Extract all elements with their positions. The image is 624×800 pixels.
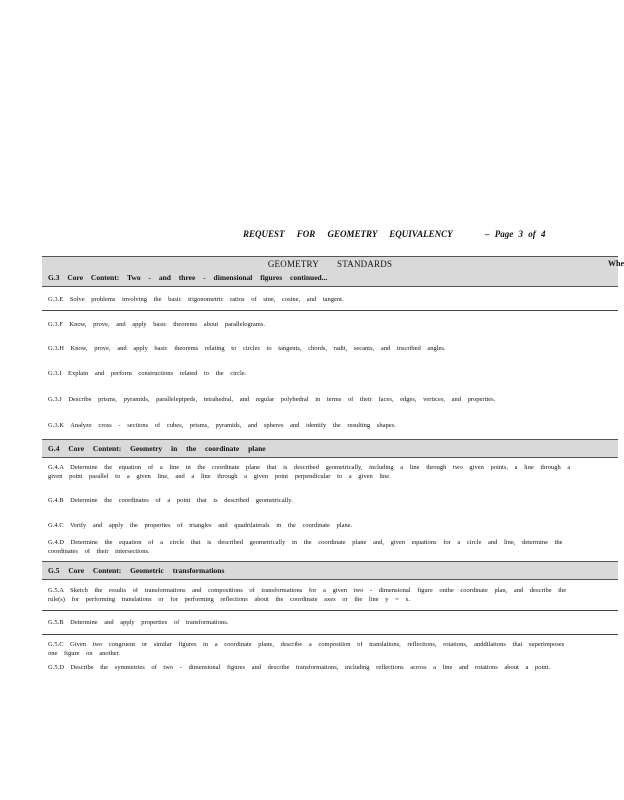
standard-row-g3e (42, 287, 618, 311)
standard-row-g5d (42, 662, 618, 688)
standard-row-g5a (42, 580, 618, 611)
standard-text: G.4.D Determine the equation of a circle that is described geometrically in the coordinate plane and, given equations for a circle and line, determine the coordinates of their intersections. (48, 539, 563, 555)
standard-text: G.4.B Determine the coordinates of a point that is described geometrically. (48, 497, 293, 504)
standard-text: G.4.A Determine the equation of a line in the coordinate plane that is described geometrically, including a line through two given points, a line through a given point parallel to a given line, and a line through a given point perpendicular to a given line. (48, 464, 571, 480)
standard-row-g3k (42, 411, 618, 439)
standard-text: G.3.H Know, prove, and apply basic theorems relating to circles to tangents, chords, radii, secants, and inscribed angles. (48, 345, 446, 352)
g4-section-header: G.4 Core Content: Geometry in the coordinate plane (42, 439, 618, 458)
standard-text: G.3.K Analyze cross - sections of cubes, prisms, pyramids, and spheres and identify the resulting shapes. (48, 422, 396, 429)
standard-row-g3j (42, 385, 618, 411)
standard-row-g4a (42, 458, 618, 492)
standard-row-g4c (42, 516, 618, 538)
standard-text: G.5.D Describe the symmetries of two - dimensional figures and describe transformations, including reflections across a line and rotations about a point. (48, 664, 550, 671)
standard-text: G.4.C Verify and apply the properties of triangles and quadrilaterals in the coordinate plane. (48, 522, 353, 529)
page-number: – Page 3 of 4 (485, 229, 546, 239)
standard-text: G.5.C Given two congruent or similar figures in a coordinate plane, describe a composition of translations, reflections, rotations, anddilations that superimposes one figure on another. (48, 641, 565, 657)
standard-row-g4b (42, 492, 618, 516)
g3-section-title: G.3 Core Content: Two - and three - dimensional figures continued... (48, 273, 328, 282)
standard-row-g3i (42, 359, 618, 385)
standard-text: G.3.E Solve problems involving the basic trigonometric ratios of sine, cosine, and tangent. (48, 296, 344, 303)
table-header (42, 256, 624, 287)
standard-row-g5b (42, 611, 618, 635)
standard-row-g3f (42, 311, 618, 335)
table-title: GEOMETRY STANDARDS (267, 259, 393, 269)
g5-section-header: G.5 Core Content: Geometric transformations (42, 561, 618, 580)
standard-text: G.3.F Know, prove, and apply basic theorems about parallelograms. (48, 321, 266, 328)
standard-row-g5c (42, 635, 618, 662)
standard-text: G.3.I Explain and perform constructions related to the circle. (48, 370, 247, 377)
standards-table (42, 256, 624, 688)
standard-text: G.5.B Determine and apply properties of transformations. (48, 619, 229, 626)
table-header-right-text: Whe (608, 259, 624, 268)
standard-text: G.5.A Sketch the results of transformations and compositions of transformations for a given two - dimensional figure onthe coordinate plan, and describe the rule(s) for performing translations or for performing reflections about the coordinate axes or the line y = x. (48, 587, 567, 603)
request-title: REQUEST FOR GEOMETRY EQUIVALENCY (243, 229, 453, 239)
standard-text: G.3.J Describe prisms, pyramids, parallelepipeds, tetrahedral, and regular polyhedral in terms of their faces, edges, vertices, and properties. (48, 396, 496, 403)
standard-row-g4d (42, 538, 618, 561)
standard-row-g3h (42, 335, 618, 359)
